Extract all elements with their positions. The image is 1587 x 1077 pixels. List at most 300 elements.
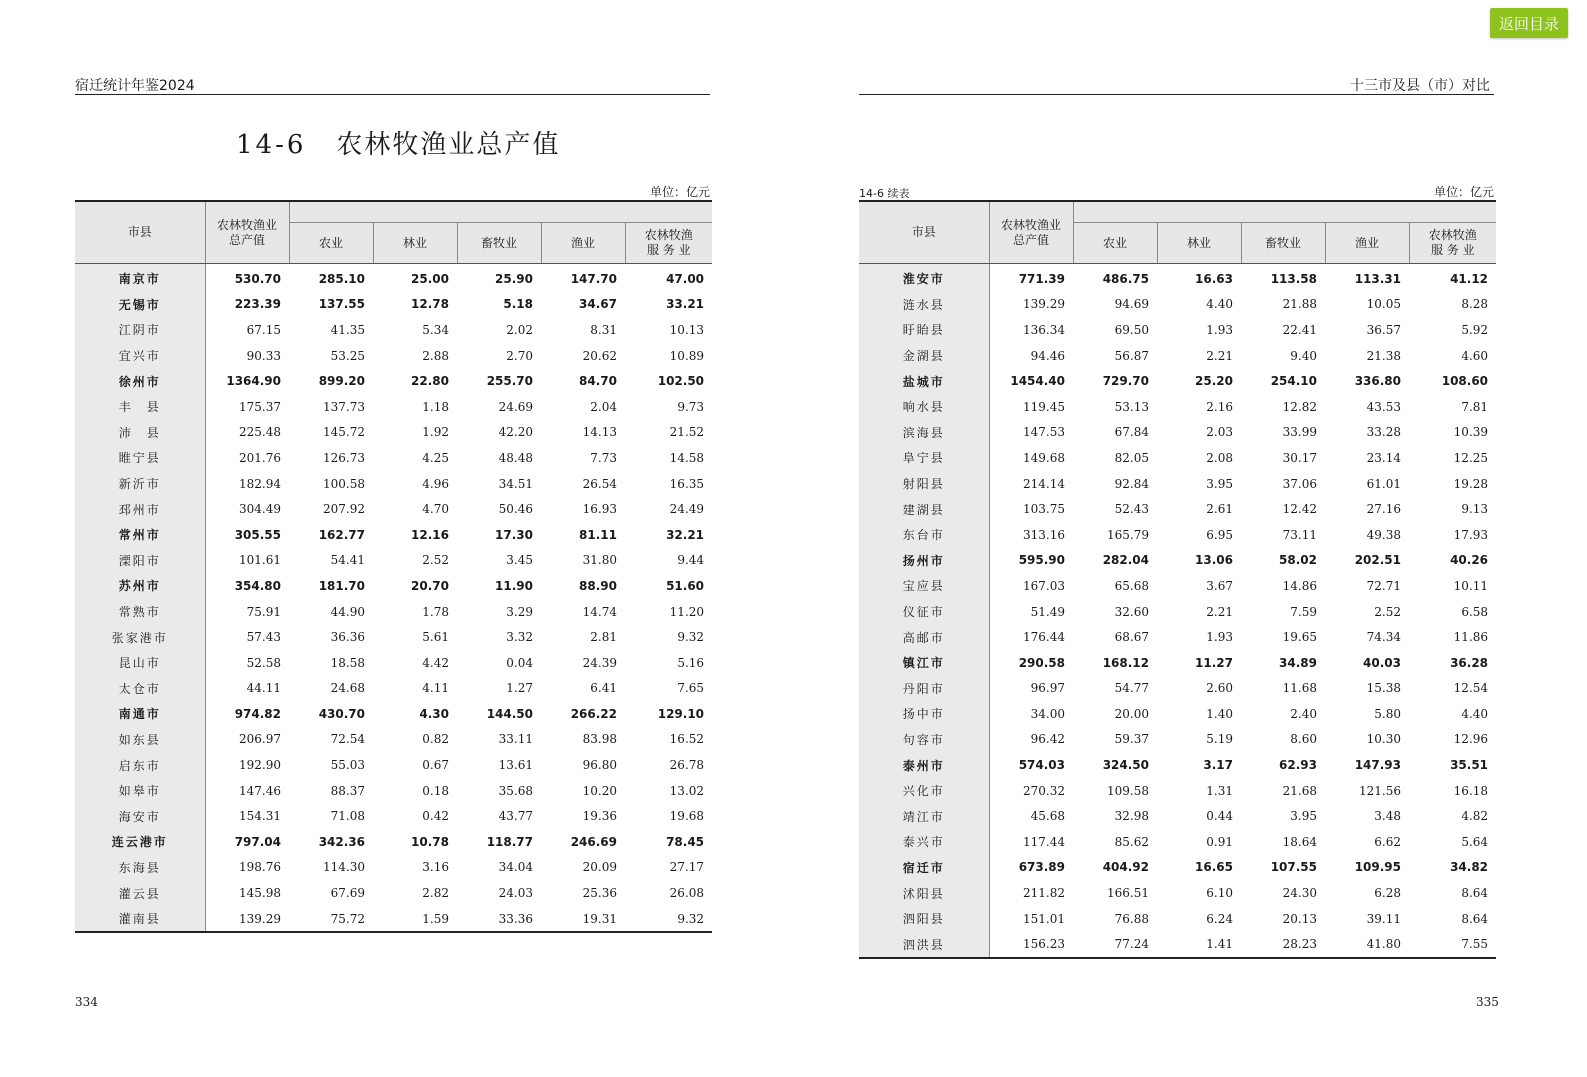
cell-region: 泰州市	[859, 752, 989, 778]
cell-forestry: 5.61	[422, 630, 449, 645]
cell-husbandry: 34.51	[498, 476, 533, 491]
cell-region: 徐州市	[75, 368, 205, 394]
cell-fishery: 10.30	[1366, 732, 1401, 747]
cell-region: 镇江市	[859, 650, 989, 676]
table-row	[75, 573, 712, 599]
table-row	[859, 599, 1496, 625]
cell-region: 泗阳县	[859, 906, 989, 932]
cell-region: 昆山市	[75, 650, 205, 676]
cell-region: 丰 县	[75, 394, 205, 420]
cell-region: 涟水县	[859, 292, 989, 318]
cell-agriculture: 36.36	[330, 630, 365, 645]
cell-fishery: 6.62	[1374, 834, 1401, 849]
cell-region: 张家港市	[75, 624, 205, 650]
cell-service: 11.86	[1453, 630, 1489, 645]
table-row	[75, 496, 712, 522]
cell-agriculture: 166.51	[1107, 886, 1149, 901]
cell-forestry: 3.17	[1203, 758, 1233, 773]
cell-service: 9.32	[677, 630, 705, 645]
table-row	[859, 727, 1496, 753]
cell-region: 南京市	[75, 264, 205, 292]
table-row	[75, 778, 712, 804]
cell-total: 139.29	[1023, 297, 1065, 312]
header-service: 农林牧渔 服 务 业	[1409, 223, 1496, 264]
cell-husbandry: 35.68	[498, 783, 533, 798]
cell-total: 45.68	[1030, 809, 1065, 824]
cell-husbandry: 11.90	[495, 578, 533, 593]
cell-forestry: 0.67	[422, 758, 449, 773]
cell-region: 东海县	[75, 855, 205, 881]
cell-agriculture: 486.75	[1102, 271, 1149, 286]
cell-region: 启东市	[75, 752, 205, 778]
cell-region: 兴化市	[859, 778, 989, 804]
header-forestry: 林业	[1157, 223, 1241, 264]
cell-total: 151.01	[1023, 911, 1065, 926]
cell-fishery: 121.56	[1359, 783, 1401, 798]
cell-total: 354.80	[234, 578, 281, 593]
cell-fishery: 20.09	[582, 860, 617, 875]
cell-forestry: 1.41	[1157, 931, 1241, 958]
cell-total: 211.82	[1023, 886, 1065, 901]
cell-forestry: 2.61	[1206, 502, 1233, 517]
table-row	[75, 803, 712, 829]
cell-total: 156.23	[989, 931, 1073, 958]
right-running-head: 十三市及县（市）对比	[1350, 78, 1490, 94]
cell-service: 33.21	[666, 297, 705, 312]
cell-service: 11.20	[669, 604, 705, 619]
cell-total: 198.76	[239, 860, 281, 875]
cell-husbandry: 25.90	[495, 271, 533, 286]
right-data-table	[859, 200, 1496, 959]
table-row	[859, 650, 1496, 676]
cell-forestry: 22.80	[411, 374, 449, 389]
cell-region: 如皋市	[75, 778, 205, 804]
cell-husbandry: 22.41	[1282, 322, 1317, 337]
cell-agriculture: 32.60	[1114, 604, 1149, 619]
cell-region: 射阳县	[859, 471, 989, 497]
cell-total: 223.39	[234, 297, 281, 312]
cell-husbandry: 37.06	[1282, 476, 1317, 491]
cell-husbandry: 3.95	[1290, 809, 1317, 824]
cell-husbandry: 2.40	[1290, 706, 1317, 721]
cell-region: 邳州市	[75, 496, 205, 522]
left-page-number: 334	[75, 995, 98, 1009]
cell-forestry: 6.24	[1206, 911, 1233, 926]
cell-husbandry: 62.93	[1279, 758, 1317, 773]
cell-forestry: 4.42	[422, 655, 449, 670]
cell-total: 192.90	[239, 758, 281, 773]
cell-husbandry: 20.13	[1282, 911, 1317, 926]
cell-forestry: 4.25	[422, 450, 449, 465]
cell-fishery: 7.73	[590, 450, 617, 465]
table-row	[75, 420, 712, 446]
cell-forestry: 16.65	[1195, 860, 1233, 875]
cell-region: 宝应县	[859, 573, 989, 599]
cell-agriculture: 207.92	[323, 502, 365, 517]
cell-husbandry: 43.77	[498, 809, 533, 824]
cell-total: 90.33	[246, 348, 281, 363]
cell-forestry: 2.08	[1206, 450, 1233, 465]
cell-agriculture: 32.98	[1114, 809, 1149, 824]
cell-region: 泗洪县	[859, 931, 989, 958]
table-row	[859, 829, 1496, 855]
cell-total: 530.70	[234, 271, 281, 286]
cell-husbandry: 5.18	[503, 297, 533, 312]
header-region: 市县	[859, 201, 989, 264]
cell-total: 574.03	[1018, 758, 1065, 773]
cell-total: 313.16	[1023, 527, 1065, 542]
cell-fishery: 21.38	[1366, 348, 1401, 363]
cell-fishery: 23.14	[1366, 450, 1401, 465]
cell-forestry: 1.92	[422, 425, 449, 440]
cell-total: 214.14	[1023, 476, 1065, 491]
cell-forestry: 25.20	[1195, 374, 1233, 389]
header-fishery: 渔业	[1325, 223, 1409, 264]
cell-husbandry: 2.02	[506, 322, 533, 337]
cell-fishery: 24.39	[582, 655, 617, 670]
right-page-number: 335	[1476, 995, 1499, 1009]
cell-forestry: 3.95	[1206, 476, 1233, 491]
table-row	[75, 292, 712, 318]
cell-agriculture: 53.25	[330, 348, 365, 363]
cell-service: 8.28	[1461, 297, 1489, 312]
table-row	[75, 522, 712, 548]
cell-fishery: 147.93	[1354, 758, 1401, 773]
cell-husbandry: 33.36	[457, 906, 541, 933]
cell-husbandry: 113.58	[1270, 271, 1317, 286]
table-row	[75, 599, 712, 625]
cell-region: 宜兴市	[75, 343, 205, 369]
cell-service: 5.16	[677, 655, 705, 670]
cell-husbandry: 34.89	[1279, 655, 1317, 670]
cell-husbandry: 13.61	[498, 758, 533, 773]
cell-forestry: 2.88	[422, 348, 449, 363]
cell-forestry: 1.18	[422, 399, 449, 414]
cell-husbandry: 2.70	[506, 348, 533, 363]
cell-husbandry: 17.30	[495, 527, 533, 542]
cell-service: 7.81	[1461, 399, 1489, 414]
cell-agriculture: 165.79	[1107, 527, 1149, 542]
cell-agriculture: 109.58	[1107, 783, 1149, 798]
cell-forestry: 2.16	[1206, 399, 1233, 414]
cell-service: 6.58	[1461, 604, 1489, 619]
cell-service: 13.02	[669, 783, 705, 798]
cell-total: 101.61	[239, 553, 281, 568]
cell-forestry: 2.82	[422, 886, 449, 901]
cell-region: 扬州市	[859, 548, 989, 574]
table-row	[859, 803, 1496, 829]
cell-fishery: 43.53	[1366, 399, 1401, 414]
cell-fishery: 14.13	[582, 425, 617, 440]
cell-service: 9.44	[677, 553, 705, 568]
table-row	[75, 701, 712, 727]
cell-husbandry: 3.32	[506, 630, 533, 645]
cell-forestry: 4.96	[422, 476, 449, 491]
cell-total: 304.49	[239, 502, 281, 517]
cell-forestry: 4.11	[422, 681, 449, 696]
cell-forestry: 2.21	[1206, 348, 1233, 363]
cell-service: 32.21	[666, 527, 705, 542]
cell-agriculture: 24.68	[330, 681, 365, 696]
cell-service: 16.52	[669, 732, 705, 747]
cell-agriculture: 162.77	[318, 527, 365, 542]
cell-fishery: 34.67	[579, 297, 617, 312]
cell-fishery: 14.74	[582, 604, 617, 619]
cell-agriculture: 285.10	[318, 271, 365, 286]
cell-total: 1364.90	[226, 374, 281, 389]
cell-agriculture: 18.58	[330, 655, 365, 670]
cell-forestry: 2.03	[1206, 425, 1233, 440]
cell-fishery: 40.03	[1363, 655, 1401, 670]
cell-agriculture: 899.20	[318, 374, 365, 389]
table-row	[75, 368, 712, 394]
table-row	[75, 650, 712, 676]
cell-fishery: 36.57	[1366, 322, 1401, 337]
table-row	[75, 752, 712, 778]
header-forestry: 林业	[373, 223, 457, 264]
cell-region: 沛 县	[75, 420, 205, 446]
table-row	[75, 727, 712, 753]
table-row	[75, 855, 712, 881]
cell-region: 盐城市	[859, 368, 989, 394]
cell-service: 47.00	[666, 271, 705, 286]
cell-fishery: 74.34	[1366, 630, 1401, 645]
cell-forestry: 6.10	[1206, 886, 1233, 901]
table-row	[859, 496, 1496, 522]
cell-agriculture: 324.50	[1102, 758, 1149, 773]
cell-service: 17.93	[1453, 527, 1489, 542]
cell-service: 8.64	[1461, 886, 1489, 901]
cell-forestry: 12.78	[411, 297, 449, 312]
header-fishery: 渔业	[541, 223, 625, 264]
cell-fishery: 336.80	[1354, 374, 1401, 389]
cell-forestry: 1.93	[1206, 630, 1233, 645]
cell-agriculture: 114.30	[323, 860, 365, 875]
cell-fishery: 6.41	[590, 681, 617, 696]
cell-husbandry: 8.60	[1290, 732, 1317, 747]
table-row	[859, 445, 1496, 471]
cell-husbandry: 21.68	[1282, 783, 1317, 798]
cell-region: 建湖县	[859, 496, 989, 522]
cell-fishery: 20.62	[582, 348, 617, 363]
return-to-contents-button[interactable]: 返回目录	[1490, 8, 1568, 38]
cell-agriculture: 181.70	[318, 578, 365, 593]
cell-fishery: 33.28	[1366, 425, 1401, 440]
cell-region: 阜宁县	[859, 445, 989, 471]
cell-total: 1454.40	[1010, 374, 1065, 389]
cell-agriculture: 92.84	[1114, 476, 1149, 491]
table-row	[859, 420, 1496, 446]
table-row	[859, 624, 1496, 650]
table-row	[859, 317, 1496, 343]
table-row	[75, 343, 712, 369]
table-row	[75, 445, 712, 471]
cell-agriculture: 88.37	[330, 783, 365, 798]
cell-fishery: 15.38	[1366, 681, 1401, 696]
cell-agriculture: 54.41	[330, 553, 365, 568]
cell-agriculture: 430.70	[318, 706, 365, 721]
cell-region: 苏州市	[75, 573, 205, 599]
cell-total: 67.15	[246, 322, 281, 337]
table-number: 14-6	[236, 130, 307, 160]
cell-total: 771.39	[1018, 271, 1065, 286]
cell-husbandry: 42.20	[498, 425, 533, 440]
cell-total: 34.00	[1030, 706, 1065, 721]
cell-forestry: 3.16	[422, 860, 449, 875]
cell-husbandry: 11.68	[1282, 681, 1317, 696]
left-running-head: 宿迁统计年鉴2024	[75, 78, 195, 94]
header-agriculture: 农业	[1073, 223, 1157, 264]
header-service: 农林牧渔 服 务 业	[625, 223, 712, 264]
cell-fishery: 246.69	[570, 834, 617, 849]
cell-agriculture: 75.72	[289, 906, 373, 933]
cell-agriculture: 44.90	[330, 604, 365, 619]
cell-agriculture: 137.55	[318, 297, 365, 312]
cell-service: 12.25	[1453, 450, 1489, 465]
cell-service: 4.82	[1461, 809, 1489, 824]
cell-region: 沭阳县	[859, 880, 989, 906]
cell-service: 12.96	[1453, 732, 1489, 747]
cell-forestry: 1.40	[1206, 706, 1233, 721]
cell-fishery: 27.16	[1366, 502, 1401, 517]
cell-forestry: 0.91	[1206, 834, 1233, 849]
cell-husbandry: 14.86	[1282, 578, 1317, 593]
cell-agriculture: 72.54	[330, 732, 365, 747]
cell-service: 7.65	[677, 681, 705, 696]
cell-total: 290.58	[1018, 655, 1065, 670]
cell-husbandry: 24.03	[498, 886, 533, 901]
table-row	[75, 880, 712, 906]
cell-husbandry: 24.69	[498, 399, 533, 414]
cell-region: 仪征市	[859, 599, 989, 625]
cell-forestry: 6.95	[1206, 527, 1233, 542]
cell-total: 595.90	[1018, 553, 1065, 568]
table-row	[859, 676, 1496, 702]
cell-agriculture: 67.69	[330, 886, 365, 901]
cell-agriculture: 65.68	[1114, 578, 1149, 593]
cell-agriculture: 20.00	[1114, 706, 1149, 721]
cell-husbandry: 19.65	[1282, 630, 1317, 645]
cell-total: 154.31	[239, 809, 281, 824]
cell-fishery: 96.80	[582, 758, 617, 773]
cell-fishery: 19.31	[541, 906, 625, 933]
table-row	[75, 317, 712, 343]
cell-total: 147.46	[239, 783, 281, 798]
cell-region: 如东县	[75, 727, 205, 753]
cell-total: 182.94	[239, 476, 281, 491]
cell-husbandry: 7.59	[1290, 604, 1317, 619]
cell-region: 南通市	[75, 701, 205, 727]
cell-total: 139.29	[205, 906, 289, 933]
cell-agriculture: 53.13	[1114, 399, 1149, 414]
cell-husbandry: 118.77	[486, 834, 533, 849]
cell-fishery: 25.36	[582, 886, 617, 901]
table-row	[859, 752, 1496, 778]
table-row	[859, 880, 1496, 906]
cell-total: 201.76	[239, 450, 281, 465]
table-row	[859, 264, 1496, 292]
table-row	[859, 368, 1496, 394]
cell-service: 10.13	[669, 322, 705, 337]
cell-service: 26.78	[669, 758, 705, 773]
cell-total: 147.53	[1023, 425, 1065, 440]
cell-husbandry: 9.40	[1290, 348, 1317, 363]
cell-service: 19.68	[669, 809, 705, 824]
cell-forestry: 1.93	[1206, 322, 1233, 337]
cell-agriculture: 52.43	[1114, 502, 1149, 517]
cell-fishery: 19.36	[582, 809, 617, 824]
cell-service: 27.17	[669, 860, 705, 875]
cell-husbandry: 144.50	[486, 706, 533, 721]
cell-fishery: 72.71	[1366, 578, 1401, 593]
cell-service: 5.92	[1461, 322, 1489, 337]
cell-region: 句容市	[859, 727, 989, 753]
cell-service: 41.12	[1450, 271, 1489, 286]
cell-agriculture: 282.04	[1102, 553, 1149, 568]
cell-forestry: 5.19	[1206, 732, 1233, 747]
cell-agriculture: 67.84	[1114, 425, 1149, 440]
cell-service: 9.13	[1461, 502, 1489, 517]
cell-forestry: 0.18	[422, 783, 449, 798]
cell-agriculture: 41.35	[330, 322, 365, 337]
cell-fishery: 147.70	[570, 271, 617, 286]
header-total: 农林牧渔业 总产值	[989, 201, 1073, 264]
left-header-rule	[75, 94, 710, 95]
cell-agriculture: 68.67	[1114, 630, 1149, 645]
cell-region: 灌南县	[75, 906, 205, 933]
cell-agriculture: 729.70	[1102, 374, 1149, 389]
cell-total: 136.34	[1023, 322, 1065, 337]
table-title: 农林牧渔业总产值	[336, 130, 561, 160]
left-data-table	[75, 200, 712, 933]
cell-service: 34.82	[1450, 860, 1489, 875]
cell-total: 117.44	[1023, 834, 1065, 849]
cell-total: 145.98	[239, 886, 281, 901]
cell-service: 16.18	[1453, 783, 1489, 798]
cell-forestry: 2.52	[422, 553, 449, 568]
cell-region: 盱眙县	[859, 317, 989, 343]
header-agriculture: 农业	[289, 223, 373, 264]
cell-husbandry: 50.46	[498, 502, 533, 517]
cell-husbandry: 30.17	[1282, 450, 1317, 465]
cell-fishery: 10.20	[582, 783, 617, 798]
cell-husbandry: 28.23	[1241, 931, 1325, 958]
right-unit-label: 单位：亿元	[1434, 185, 1495, 199]
cell-agriculture: 71.08	[330, 809, 365, 824]
cell-fishery: 31.80	[582, 553, 617, 568]
cell-agriculture: 94.69	[1114, 297, 1149, 312]
cell-service: 40.26	[1450, 553, 1489, 568]
cell-forestry: 4.40	[1206, 297, 1233, 312]
cell-forestry: 2.21	[1206, 604, 1233, 619]
right-header-rule	[859, 94, 1494, 95]
cell-fishery: 49.38	[1366, 527, 1401, 542]
cell-agriculture: 85.62	[1114, 834, 1149, 849]
cell-forestry: 10.78	[411, 834, 449, 849]
header-spacer	[289, 201, 712, 223]
cell-fishery: 41.80	[1325, 931, 1409, 958]
cell-fishery: 10.05	[1366, 297, 1401, 312]
cell-region: 宿迁市	[859, 855, 989, 881]
cell-service: 12.54	[1453, 681, 1489, 696]
header-husbandry: 畜牧业	[1241, 223, 1325, 264]
cell-fishery: 83.98	[582, 732, 617, 747]
cell-service: 9.32	[625, 906, 712, 933]
cell-forestry: 4.70	[422, 502, 449, 517]
header-total: 农林牧渔业 总产值	[205, 201, 289, 264]
cell-husbandry: 21.88	[1282, 297, 1317, 312]
cell-total: 305.55	[234, 527, 281, 542]
